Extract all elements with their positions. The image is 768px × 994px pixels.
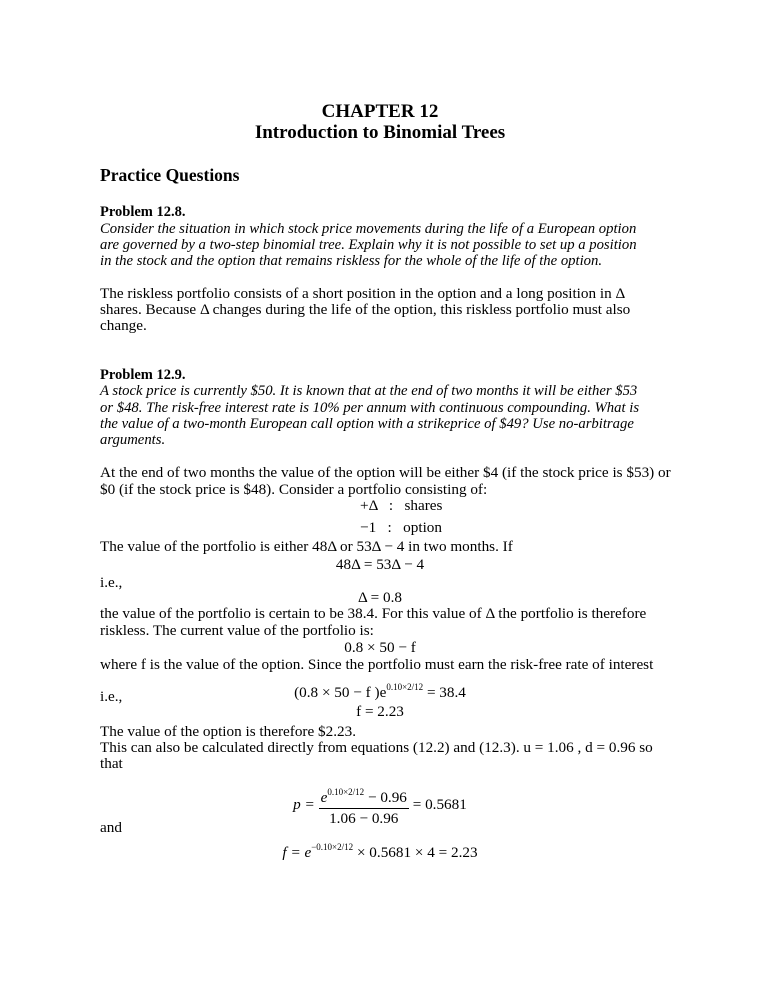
numerator xyxy=(319,783,409,809)
fraction xyxy=(319,783,409,828)
chapter-title: Introduction to Binomial Trees xyxy=(254,122,506,143)
solution-text: The value of the portfolio is either 48Δ or 53Δ − 4 in two months. If xyxy=(100,538,513,555)
solution-text: i.e., xyxy=(100,574,123,591)
problem-12-9-title: Problem 12.9. xyxy=(100,367,186,383)
equation: f = 2.23 xyxy=(356,703,404,720)
portfolio-row-text: −1 : option xyxy=(360,519,442,536)
question-line: the value of a two-month European call option with a strikeprice of $49? Use no-arbitrage xyxy=(100,416,634,432)
eq-part: × 0.5681 × 4 = 2.23 xyxy=(353,844,478,861)
eq-part: = 0.5681 xyxy=(408,795,467,813)
eq-exponent: −0.10×2/12 xyxy=(311,842,354,852)
equation: Δ = 0.8 xyxy=(357,589,403,606)
eq-part: p = xyxy=(293,795,319,813)
eq-exponent: 0.10×2/12 xyxy=(327,787,365,797)
portfolio-row-text: +Δ : shares xyxy=(360,497,443,514)
solution-text: and xyxy=(100,819,122,836)
solution-text: the value of the portfolio is certain to be 38.4. For this value of Δ the portfolio is therefore xyxy=(100,605,647,622)
question-line: A stock price is currently $50. It is known that at the end of two months it will be either $53 xyxy=(100,383,638,399)
solution-text: where f is the value of the option. Since the portfolio must earn the risk-free rate of interest xyxy=(100,656,654,673)
eq-part: f = e xyxy=(282,844,312,861)
problem-12-8-title: Problem 12.8. xyxy=(100,204,186,220)
solution-text: i.e., xyxy=(100,688,123,705)
question-line: in the stock and the option that remains riskless for the whole of the life of the option. xyxy=(100,253,603,269)
solution-text: $0 (if the stock price is $48). Consider a portfolio consisting of: xyxy=(100,481,488,498)
section-heading: Practice Questions xyxy=(100,165,240,185)
eq-part: (0.8 × 50 − f )e xyxy=(294,684,387,701)
question-line: or $48. The risk-free interest rate is 10% per annum with continuous compounding. What is xyxy=(100,400,640,416)
solution-text: riskless. The current value of the portfolio is: xyxy=(100,622,374,639)
eq-part: − 0.96 xyxy=(364,789,407,806)
eq-part: e xyxy=(320,789,328,806)
equation xyxy=(100,838,660,862)
eq-exponent: 0.10×2/12 xyxy=(386,682,424,692)
equation xyxy=(100,678,660,702)
answer-line: shares. Because Δ changes during the life of the option, this riskless portfolio must also xyxy=(100,301,631,318)
equation: 48Δ = 53Δ − 4 xyxy=(335,556,425,573)
chapter-number: CHAPTER 12 xyxy=(321,101,439,122)
equation: 0.8 × 50 − f xyxy=(344,639,416,656)
solution-text: that xyxy=(100,755,123,772)
question-line: Consider the situation in which stock price movements during the life of a European option xyxy=(100,221,637,237)
answer-line: change. xyxy=(100,317,147,334)
question-line: arguments. xyxy=(100,432,166,448)
solution-text: This can also be calculated directly from equations (12.2) and (12.3). u = 1.06 , d = 0.96 so xyxy=(100,739,653,756)
denominator: 1.06 − 0.96 xyxy=(329,810,399,827)
answer-line: The riskless portfolio consists of a short position in the option and a long position in Δ xyxy=(100,285,626,302)
solution-text: At the end of two months the value of the option will be either $4 (if the stock price is $53) or xyxy=(100,464,671,481)
solution-text: The value of the option is therefore $2.23. xyxy=(100,723,356,740)
portfolio-row-option xyxy=(100,519,660,537)
portfolio-row-shares xyxy=(100,497,660,515)
eq-part: = 38.4 xyxy=(423,684,466,701)
equation-p xyxy=(100,783,660,828)
question-line: are governed by a two-step binomial tree. Explain why it is not possible to set up a position xyxy=(100,237,637,253)
